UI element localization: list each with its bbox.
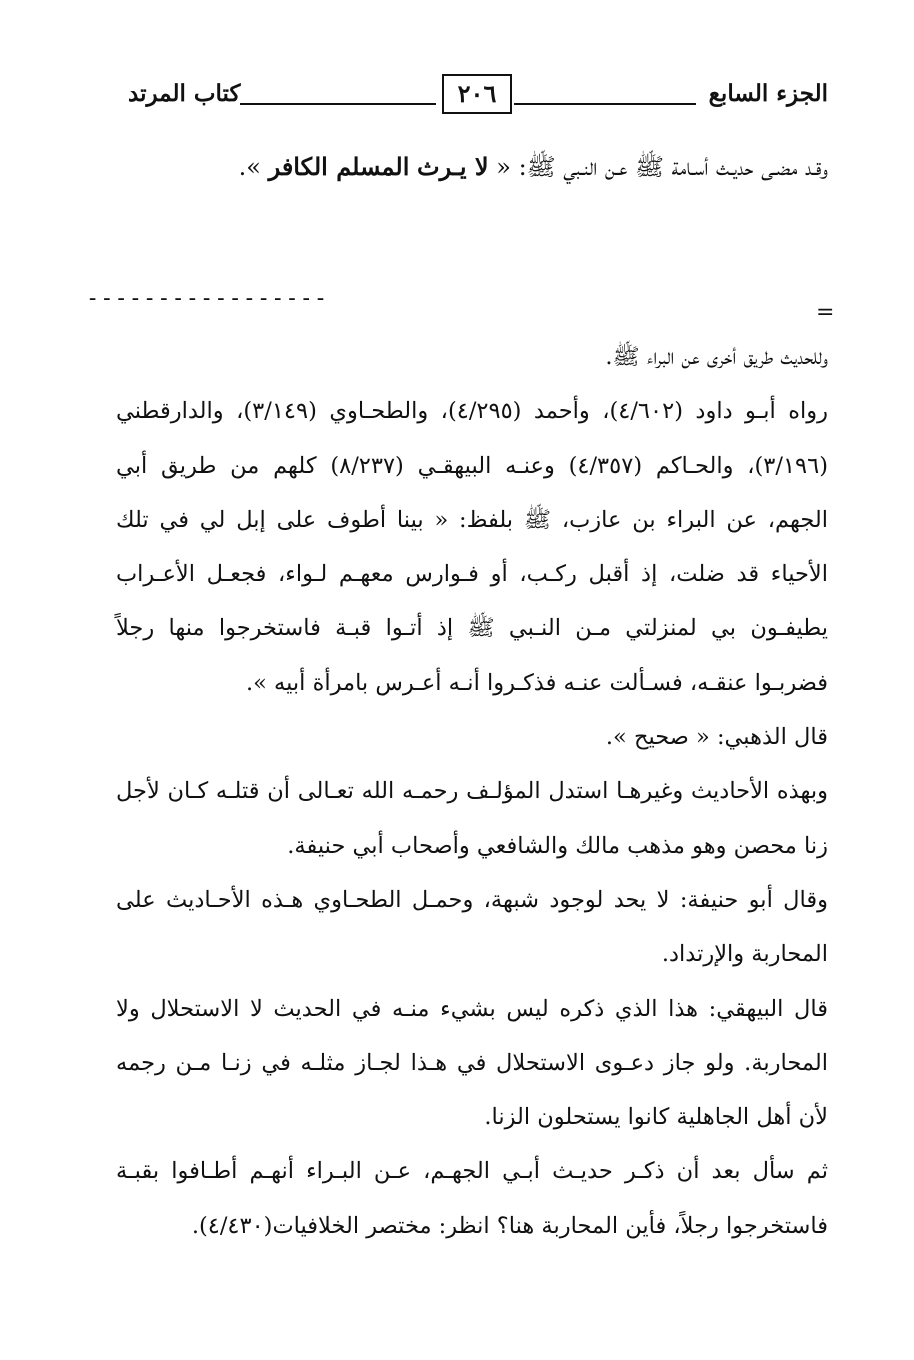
page-header (128, 74, 828, 118)
header-rule-left (240, 103, 436, 105)
page-number: ٢٠٦ (442, 74, 512, 114)
main-text (116, 138, 828, 196)
quote-close: ». (238, 153, 269, 181)
note-paragraph: ثم سأل بعد أن ذكـر حديـث أبـي الجهـم، عـن البـراء أنهـم أطـافوا بقبـة فاستخرجوا رجلاً، فأين المحاربة هنا؟ انظر: مختصر الخلافيات(٤/٤٣٠). (116, 1158, 828, 1239)
main-text-intro: وقـد مضـى حديـث أسـامة ﷺ عـن النـبي ﷺ: « (488, 153, 828, 181)
header-rule-right (514, 103, 696, 105)
note-paragraph: قال البيهقي: هذا الذي ذكره ليس بشيء منـه في الحديث لا الاستحلال ولا المحاربة. ولو جاز دعـوى الاستحلال في هـذا لجـاز مثلـه في زنـا مـن رجمه لأن أهل الجاهلية كانوا يستحلون الزنا. (116, 995, 828, 1131)
main-paragraph (116, 138, 828, 196)
footnote-separator (86, 286, 835, 325)
note-paragraph: قال الذهبي: « صحيح ». (605, 724, 828, 751)
note-paragraph: وبهذه الأحاديث وغيرهـا استدل المؤلـف رحمـه الله تعـالى أن قتلـه كـان لأجل زنا محصن وهو مذهب مالك والشافعي وأصحاب أبي حنيفة. (116, 778, 828, 859)
volume-title: الجزء السابع (708, 80, 828, 107)
hadith-quote-part2: المسلم الكافر (268, 152, 410, 181)
book-title: كتاب المرتد (128, 80, 241, 107)
separator-dashes: ----------------- (86, 286, 329, 311)
note-paragraph: وقال أبو حنيفة: لا يحد لوجود شبهة، وحمـل الطحـاوي هـذه الأحـاديث على المحاربة والإرتداد. (116, 886, 828, 968)
hadith-quote-part1: لا يـرث (417, 152, 489, 181)
continuation-mark: = (816, 300, 835, 325)
note-paragraph: رواه أبـو داود (٤/٦٠٢)، وأحمد (٤/٢٩٥)، والطحـاوي (٣/١٤٩)، والدارقطني (٣/١٩٦)، والحـاكم (٤/٣٥٧) وعنـه البيهقـي (٨/٢٣٧) كلهم من طريق أبي الجهم، عن البراء بن عازب، ﷺ بلفظ: « بينا أطوف على إبل لي في تلك الأحياء قد ضلت، إذ أقبل ركـب، أو فـوارس معهـم لـواء، فجعـل الأعـراب يطيفـون بي لمنزلتي مـن النـبي ﷺ إذ أتـوا قبـة فاستخرجوا منها رجلاً فضربـوا عنقـه، فسـألت عنـه فذكـروا أنـه أعـرس بامرأة أبيه ». (116, 398, 829, 696)
note-paragraph: وللحديث طريق أخرى عن البراء ﷺ. (605, 344, 828, 370)
footnotes (116, 330, 828, 1253)
